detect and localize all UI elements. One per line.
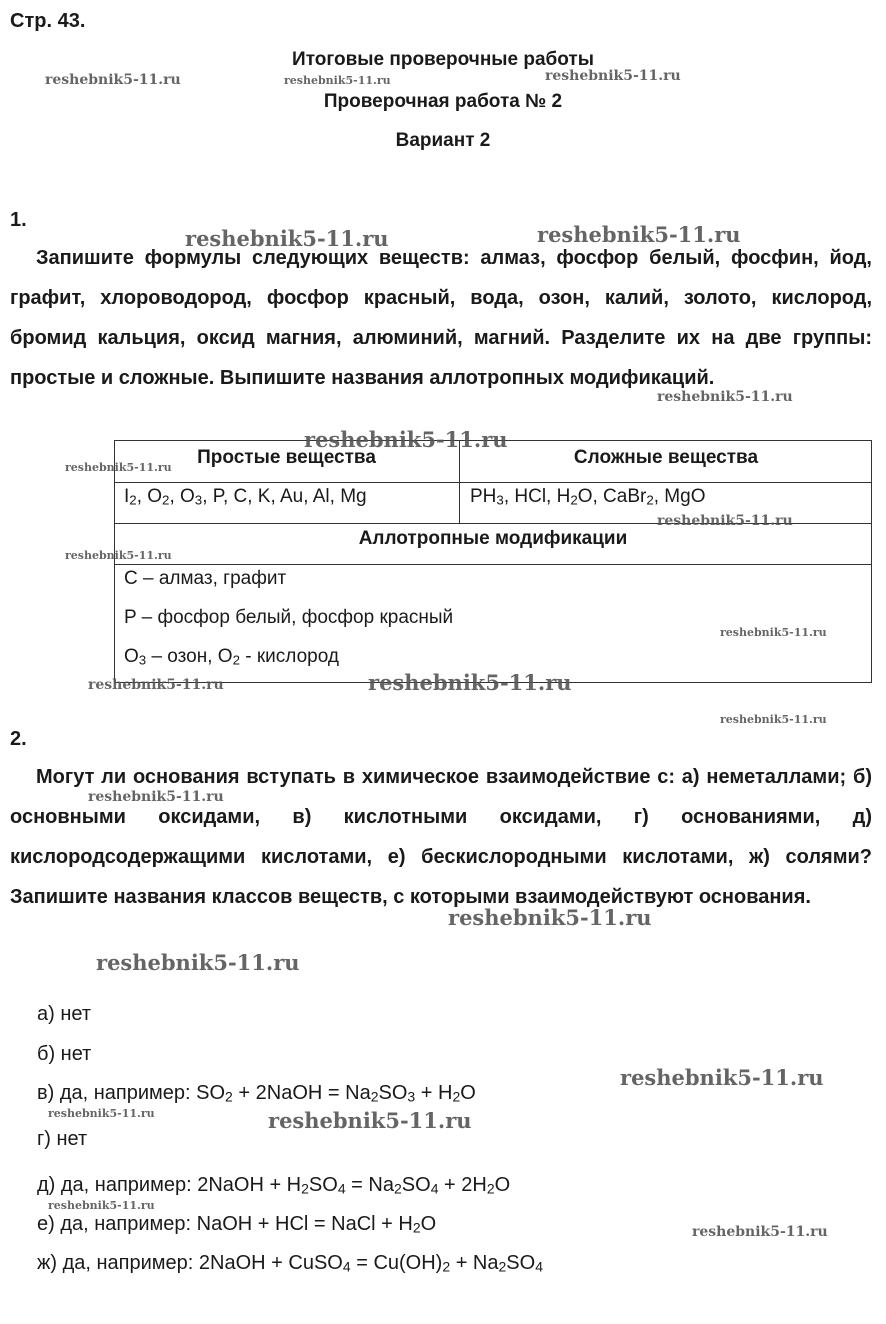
substances-table (114, 440, 872, 683)
work-title: Проверочная работа № 2 (323, 91, 563, 112)
watermark: reshebnik5-11.ru (88, 677, 224, 693)
watermark: reshebnik5-11.ru (65, 549, 172, 562)
watermark: reshebnik5-11.ru (620, 1065, 824, 1090)
allotrope-oxygen: $O_3$ – озон, $O_2$ - кислород (124, 646, 339, 668)
allotropes-header: Аллотропные модификации (358, 528, 628, 549)
task2-number: 2. (10, 728, 27, 750)
watermark: reshebnik5-11.ru (48, 1107, 155, 1120)
watermark: reshebnik5-11.ru (45, 72, 181, 88)
allotrope-carbon: C – алмаз, графит (124, 568, 287, 589)
page-title: Итоговые проверочные работы (292, 49, 594, 70)
watermark: reshebnik5-11.ru (720, 626, 827, 639)
watermark: reshebnik5-11.ru (284, 74, 391, 87)
watermark: reshebnik5-11.ru (185, 226, 389, 251)
complex-substances: $PH_3$, HCl, $H_2O$, CaBr$_2$, MgO (470, 486, 706, 508)
allotrope-phosphorus: P – фосфор белый, фосфор красный (124, 607, 454, 628)
answer-d: д) да, например: 2NaOH + $H_2SO_4 = Na_2SO_4 + 2H_2O$ (37, 1174, 511, 1197)
watermark: reshebnik5-11.ru (657, 513, 793, 529)
watermark: reshebnik5-11.ru (268, 1108, 472, 1133)
watermark: reshebnik5-11.ru (692, 1224, 828, 1240)
watermark: reshebnik5-11.ru (657, 389, 793, 405)
watermark: reshebnik5-11.ru (545, 68, 681, 84)
answer-v: в) да, например: $SO_2$ + 2NaOH = $Na_2SO_3 + H_2O$ (37, 1082, 476, 1105)
answer-a: а) нет (37, 1003, 92, 1025)
watermark: reshebnik5-11.ru (96, 950, 300, 975)
task1-number: 1. (10, 209, 27, 231)
answer-g: г) нет (37, 1128, 88, 1150)
watermark: reshebnik5-11.ru (720, 713, 827, 726)
watermark: reshebnik5-11.ru (88, 789, 224, 805)
task1-text: Запишите формулы следующих веществ: алмаз, фосфор белый, фосфин, йод, графит, хлороводород, фосфор красный, вода, озон, калий, золото, кислород, бромид кальция, оксид магния, алюминий, магний. Разделите их на две группы: простые и сложные. Выпишите названия аллотропных модификаций. (10, 247, 872, 389)
watermark: reshebnik5-11.ru (537, 222, 741, 247)
variant-title: Вариант 2 (395, 130, 491, 151)
col2-header: Сложные вещества (573, 447, 759, 468)
col1-header: Простые вещества (197, 447, 376, 468)
page-label: Стр. 43. (10, 10, 86, 32)
watermark: reshebnik5-11.ru (65, 461, 172, 474)
watermark: reshebnik5-11.ru (304, 427, 508, 452)
answer-b: б) нет (37, 1043, 92, 1065)
watermark: reshebnik5-11.ru (448, 905, 652, 930)
watermark: reshebnik5-11.ru (48, 1199, 155, 1212)
answer-e: е) да, например: NaOH + HCl = NaCl + $H_2O$ (37, 1213, 437, 1236)
simple-substances: $I_2$, $O_2$, $O_3$, P, C, K, Au, Al, Mg (124, 486, 367, 508)
task2-text: Могут ли основания вступать в химическое взаимодействие с: а) неметаллами; б) основными оксидами, в) кислотными оксидами, г) основаниями, д) кислородсодержащими кислотами, е) бескислородными кислотами, ж) солями? Запишите названия классов веществ, с которыми взаимодействуют основания. (10, 766, 872, 908)
watermark: reshebnik5-11.ru (368, 670, 572, 695)
answer-zh: ж) да, например: 2NaOH + CuSO$_4$ = $Cu(OH)_2 + Na_2SO_4$ (37, 1252, 543, 1275)
